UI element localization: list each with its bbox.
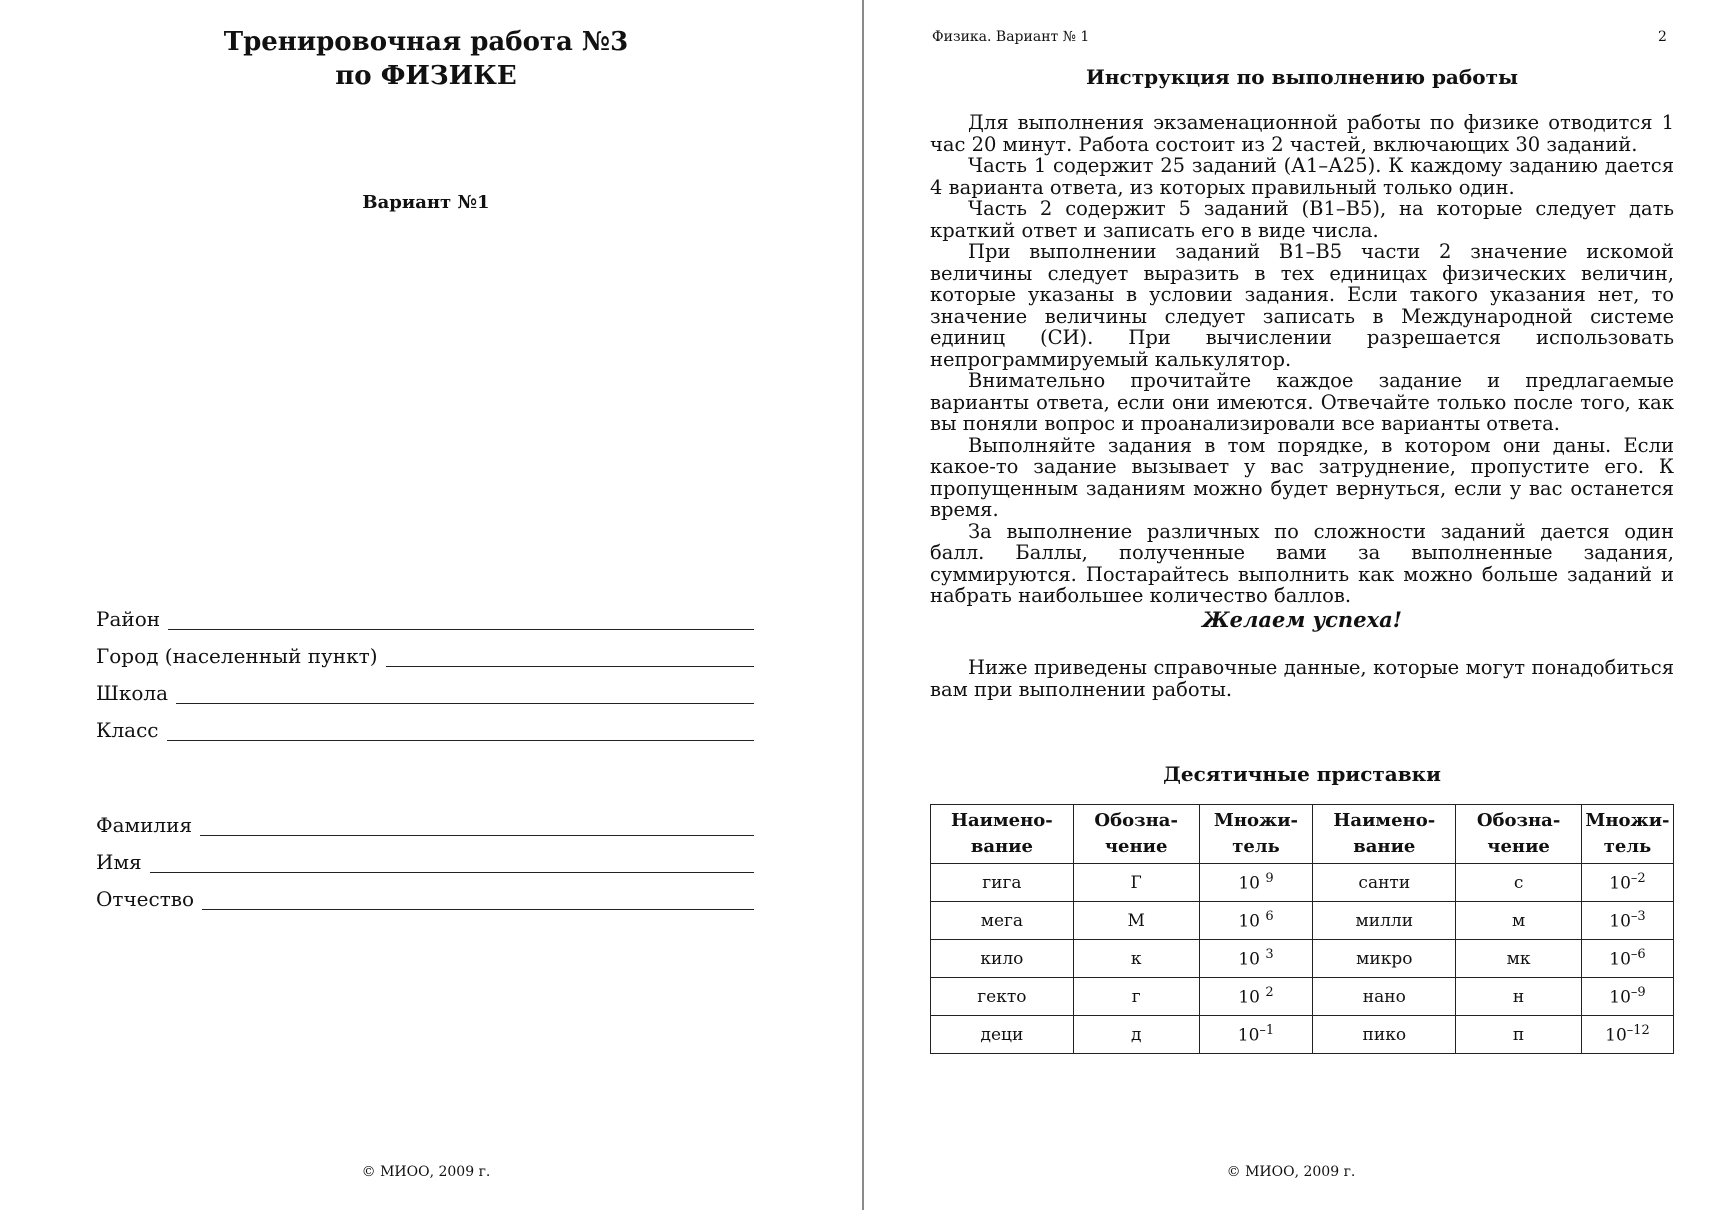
field-line[interactable] — [200, 815, 754, 836]
prefix-multiplier: $10^{-2}$ — [1581, 864, 1673, 902]
footer-copyright: © МИОО, 2009 г. — [361, 1164, 491, 1180]
right-page — [865, 0, 1727, 1210]
prefix-multiplier: $10^{-9}$ — [1581, 978, 1673, 1016]
footer-copyright: © МИОО, 2009 г. — [1226, 1164, 1356, 1180]
field-patronymic[interactable] — [96, 888, 754, 910]
column-header: Обозна- чение — [1073, 805, 1199, 864]
title-line-2: по ФИЗИКЕ — [335, 61, 517, 91]
field-line[interactable] — [176, 683, 754, 704]
prefix-multiplier: 10 $^3$ — [1199, 940, 1313, 978]
table-row — [931, 978, 1674, 1016]
paragraph: Ниже приведены справочные данные, которые могут понадобиться вам при выполнении работы. — [930, 656, 1674, 701]
prefix-table — [930, 804, 1674, 1054]
left-page — [0, 0, 862, 1210]
column-header: Наимено- вание — [1313, 805, 1456, 864]
prefix-multiplier: $10^{-1}$ — [1199, 1016, 1313, 1054]
field-label: Город (населенный пункт) — [96, 644, 378, 668]
prefix-multiplier: 10 $^9$ — [1199, 864, 1313, 902]
paragraph: За выполнение различных по сложности заданий дается один балл. Баллы, полученные вами за выполненные задания, суммируются. Постарайтесь выполнить как можно больше заданий и набрать наибольшее количество баллов. — [930, 519, 1674, 607]
paragraph: Выполняйте задания в том порядке, в котором они даны. Если какое-то задание вызывает у вас затруднение, пропустите его. К пропущенным заданиям можно будет вернуться, если у вас останется время. — [930, 433, 1674, 521]
field-class[interactable] — [96, 719, 754, 741]
field-district[interactable] — [96, 608, 754, 630]
prefix-symbol: м — [1456, 902, 1582, 940]
field-label: Школа — [96, 681, 168, 705]
field-label: Класс — [96, 718, 159, 742]
table-title: Десятичные приставки — [1163, 762, 1441, 786]
table-row — [931, 902, 1674, 940]
prefix-name: гига — [931, 864, 1074, 902]
field-line[interactable] — [168, 609, 754, 630]
column-header: Наимено- вание — [931, 805, 1074, 864]
instructions-title: Инструкция по выполнению работы — [1085, 65, 1519, 89]
paragraph: Часть 1 содержит 25 заданий (А1–А25). К каждому заданию дается 4 варианта ответа, из которых правильный только один. — [930, 154, 1674, 199]
prefix-name: милли — [1313, 902, 1456, 940]
prefix-symbol: мк — [1456, 940, 1582, 978]
prefix-name: микро — [1313, 940, 1456, 978]
prefix-symbol: М — [1073, 902, 1199, 940]
prefix-symbol: к — [1073, 940, 1199, 978]
prefix-name: санти — [1313, 864, 1456, 902]
page-divider — [862, 0, 864, 1210]
prefix-name: деци — [931, 1016, 1074, 1054]
prefix-multiplier: $10^{-3}$ — [1581, 902, 1673, 940]
column-header: Обозна- чение — [1456, 805, 1582, 864]
field-label: Отчество — [96, 887, 195, 911]
prefix-multiplier: 10 $^6$ — [1199, 902, 1313, 940]
field-surname[interactable] — [96, 814, 754, 836]
paragraph: Часть 2 содержит 5 заданий (В1–В5), на которые следует дать краткий ответ и записать его в виде числа. — [930, 197, 1674, 242]
prefix-name: кило — [931, 940, 1074, 978]
field-line[interactable] — [167, 720, 754, 741]
running-header: Физика. Вариант № 1 — [932, 29, 1090, 45]
field-first-name[interactable] — [96, 851, 754, 873]
prefix-multiplier: $10^{-6}$ — [1581, 940, 1673, 978]
prefix-symbol: п — [1456, 1016, 1582, 1054]
paragraph: Внимательно прочитайте каждое задание и предлагаемые варианты ответа, если они имеются. Отвечайте только после того, как вы поняли вопрос и проанализировали все варианты ответа. — [930, 369, 1674, 435]
field-school[interactable] — [96, 682, 754, 704]
prefix-multiplier: $10^{-12}$ — [1581, 1016, 1673, 1054]
prefix-symbol: н — [1456, 978, 1582, 1016]
prefix-symbol: с — [1456, 864, 1582, 902]
prefix-name: пико — [1313, 1016, 1456, 1054]
variant-label: Вариант №1 — [362, 192, 490, 213]
column-header: Множи- тель — [1199, 805, 1313, 864]
prefix-multiplier: 10 $^2$ — [1199, 978, 1313, 1016]
prefix-name: нано — [1313, 978, 1456, 1016]
field-city[interactable] — [96, 645, 754, 667]
page-number: 2 — [1658, 29, 1667, 45]
prefix-name: гекто — [931, 978, 1074, 1016]
prefix-symbol: д — [1073, 1016, 1199, 1054]
paragraph: При выполнении заданий В1–В5 части 2 значение искомой величины следует выразить в тех единицах физических величин, которые указаны в условии задания. Если такого указания нет, то значение величины следует записать в Международной системе единиц (СИ). При вычислении разрешается использовать непрограммируемый калькулятор. — [930, 240, 1674, 371]
title-line-1: Тренировочная работа №3 — [223, 27, 629, 57]
instructions-body — [930, 112, 1674, 607]
table-row — [931, 940, 1674, 978]
wish-text: Желаем успеха! — [1202, 607, 1402, 632]
column-header: Множи- тель — [1581, 805, 1673, 864]
paragraph: Для выполнения экзаменационной работы по физике отводится 1 час 20 минут. Работа состоит из 2 частей, включающих 30 заданий. — [930, 111, 1674, 156]
prefix-symbol: г — [1073, 978, 1199, 1016]
field-line[interactable] — [386, 646, 755, 667]
reference-note — [930, 657, 1674, 700]
field-label: Район — [96, 607, 161, 631]
table-row — [931, 864, 1674, 902]
field-line[interactable] — [150, 852, 754, 873]
field-line[interactable] — [202, 889, 754, 910]
table-row — [931, 1016, 1674, 1054]
table-header-row — [931, 805, 1674, 864]
prefix-name: мега — [931, 902, 1074, 940]
field-label: Фамилия — [96, 813, 193, 837]
field-label: Имя — [96, 850, 142, 874]
prefix-symbol: Г — [1073, 864, 1199, 902]
